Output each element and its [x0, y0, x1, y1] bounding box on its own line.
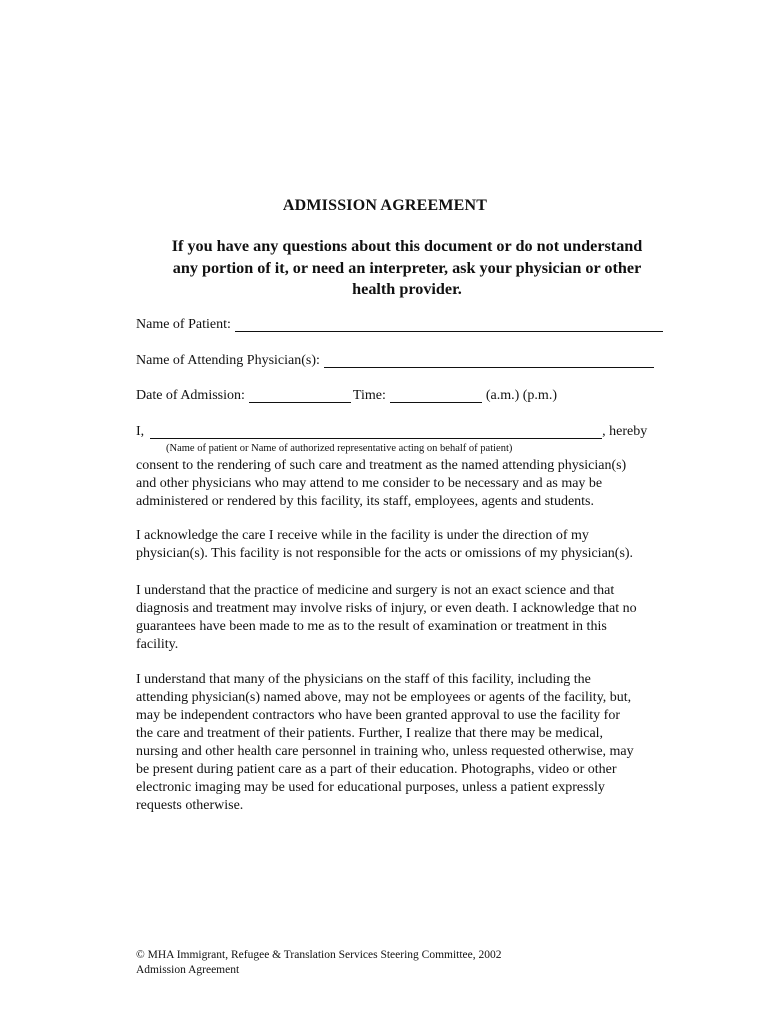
paragraph-line: I acknowledge the care I receive while in the facility is under the direction of my: [136, 528, 589, 543]
consent-name-row: [136, 423, 647, 441]
acknowledge-care-paragraph: [136, 527, 680, 563]
paragraph-line: physician(s). This facility is not responsible for the acts or omissions of my physician(s).: [136, 546, 634, 561]
notice-line: any portion of it, or need an interpreter, ask your physician or other: [172, 258, 642, 277]
paragraph-line: facility.: [136, 637, 179, 652]
notice-line: health provider.: [352, 280, 462, 298]
date-label: Date of Admission:: [136, 388, 245, 403]
paragraph-line: be present during patient care as a part of their education. Photographs, video or other: [136, 762, 617, 777]
patient-name-field[interactable]: [235, 317, 663, 332]
consent-prefix: I,: [136, 424, 145, 439]
paragraph-line: requests otherwise.: [136, 798, 244, 813]
physician-row: [136, 352, 656, 370]
paragraph-line: I understand that the practice of medicine and surgery is not an exact science and that: [136, 583, 615, 598]
paragraph-line: administered or rendered by this facility, its staff, employees, agents and students.: [136, 494, 594, 509]
paragraph-line: diagnosis and treatment may involve risks of injury, or even death. I acknowledge that no: [136, 601, 637, 616]
document-title: ADMISSION AGREEMENT: [282, 197, 488, 214]
footer-doc-name: Admission Agreement: [136, 964, 240, 976]
consent-paragraph: [136, 457, 680, 511]
consent-suffix: , hereby: [602, 424, 648, 439]
physicians-staff-paragraph: [136, 671, 680, 815]
interpreter-notice: [140, 236, 674, 301]
consent-caption: (Name of patient or Name of authorized representative acting on behalf of patient): [166, 443, 513, 454]
admission-date-row: [136, 387, 557, 405]
paragraph-line: electronic imaging may be used for educational purposes, unless a patient expressly: [136, 780, 605, 795]
medicine-risk-paragraph: [136, 582, 680, 654]
document-footer: [136, 948, 502, 978]
time-label: Time:: [352, 388, 386, 403]
footer-copyright: © MHA Immigrant, Refugee & Translation Services Steering Committee, 2002: [136, 949, 502, 961]
physician-label: Name of Attending Physician(s):: [136, 353, 320, 368]
time-field[interactable]: [390, 388, 482, 403]
ampm-label: (a.m.) (p.m.): [485, 388, 557, 403]
paragraph-line: consent to the rendering of such care and treatment as the named attending physician(s): [136, 458, 627, 473]
paragraph-line: may be independent contractors who have been granted approval to use the facility for: [136, 708, 620, 723]
patient-name-row: [136, 316, 665, 334]
physician-field[interactable]: [324, 353, 654, 368]
notice-line: If you have any questions about this document or do not understand: [171, 237, 643, 255]
paragraph-line: I understand that many of the physicians on the staff of this facility, including the: [136, 672, 591, 687]
paragraph-line: and other physicians who may attend to me consider to be necessary and as may be: [136, 476, 603, 491]
paragraph-line: attending physician(s) named above, may not be employees or agents of the facility, but,: [136, 690, 632, 705]
paragraph-line: guarantees have been made to me as to the result of examination or treatment in this: [136, 619, 607, 634]
paragraph-line: the care and treatment of their patients. Further, I realize that there may be medical,: [136, 726, 604, 741]
paragraph-line: nursing and other health care personnel in training who, unless requested otherwise, may: [136, 744, 634, 759]
date-field[interactable]: [249, 388, 351, 403]
consent-name-field[interactable]: [150, 424, 602, 439]
patient-name-label: Name of Patient:: [136, 317, 231, 332]
